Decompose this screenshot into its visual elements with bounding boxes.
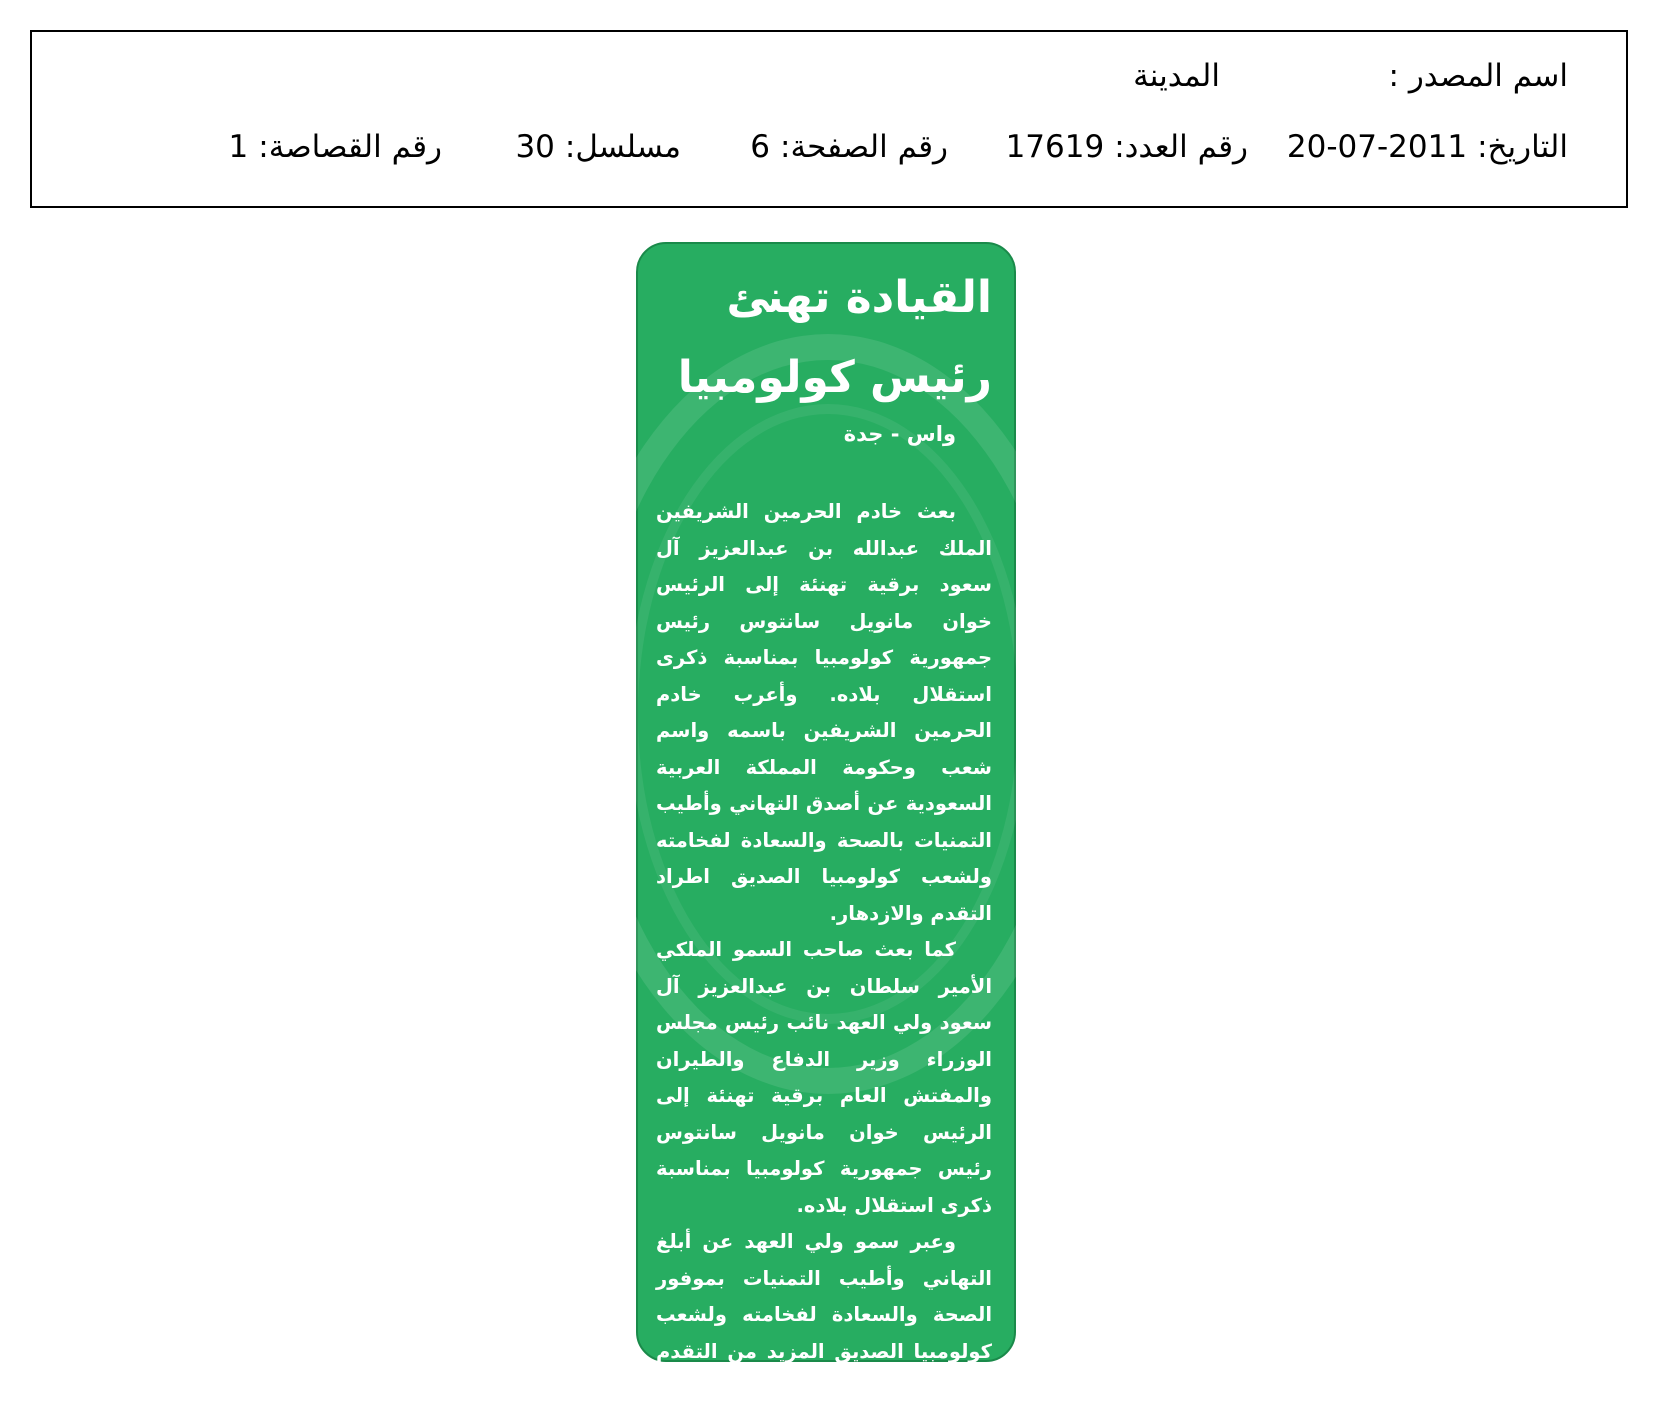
clip-number-value: 1 [228, 129, 249, 165]
source-value: المدينة [1133, 58, 1220, 94]
serial-label: مسلسل: [564, 129, 681, 165]
issue-value: 17619 [1005, 129, 1105, 165]
date-value: 2011-07-20 [1286, 129, 1468, 165]
date-label: التاريخ: [1477, 129, 1568, 165]
page-label: رقم الصفحة: [780, 129, 948, 165]
issue-field [1006, 129, 1248, 165]
issue-label: رقم العدد: [1114, 129, 1248, 165]
page-field [750, 129, 948, 165]
headline-line-1: القيادة تهنئ [726, 272, 992, 323]
article-paragraph-1: بعث خادم الحرمين الشريفين الملك عبدالله بن عبدالعزيز آل سعود برقية تهنئة إلى الرئيس خوان مانويل سانتوس رئيس جمهورية كولومبيا بمناسبة ذكرى استقلال بلاده. وأعرب خادم الحرمين الشريفين باسمه واسم شعب وحكومة المملكة العربية السعودية عن أصدق التهاني وأطيب التمنيات بالصحة والسعادة لفخامته ولشعب كولومبيا الصديق اطراد التقدم والازدهار. [656, 500, 992, 925]
source-label: اسم المصدر : [1388, 58, 1568, 94]
serial-value: 30 [515, 129, 555, 165]
date-field [1287, 129, 1568, 165]
clip-number-field [229, 129, 442, 165]
news-clipping [636, 242, 1016, 1399]
page-value: 6 [750, 129, 771, 165]
serial-field [515, 129, 681, 165]
article-paragraph-2: كما بعث صاحب السمو الملكي الأمير سلطان بن عبدالعزيز آل سعود ولي العهد نائب رئيس مجلس الوزراء وزير الدفاع والطيران والمفتش العام برقية تهنئة إلى الرئيس خوان مانويل سانتوس رئيس جمهورية كولومبيا بمناسبة ذكرى استقلال بلاده. [656, 938, 992, 1217]
clip-number-label: رقم القصاصة: [258, 129, 442, 165]
article-paragraph-3: وعبر سمو ولي العهد عن أبلغ التهاني وأطيب التمنيات بموفور الصحة والسعادة لفخامته ولشعب كولومبيا الصديق المزيد من التقدم والازدهار. [656, 1230, 992, 1399]
article-body [656, 494, 992, 1407]
clipping-metadata-box [30, 30, 1628, 208]
article-byline: واس - جدة [843, 422, 956, 446]
article-headline [678, 258, 992, 418]
headline-line-2: رئيس كولومبيا [677, 352, 992, 403]
